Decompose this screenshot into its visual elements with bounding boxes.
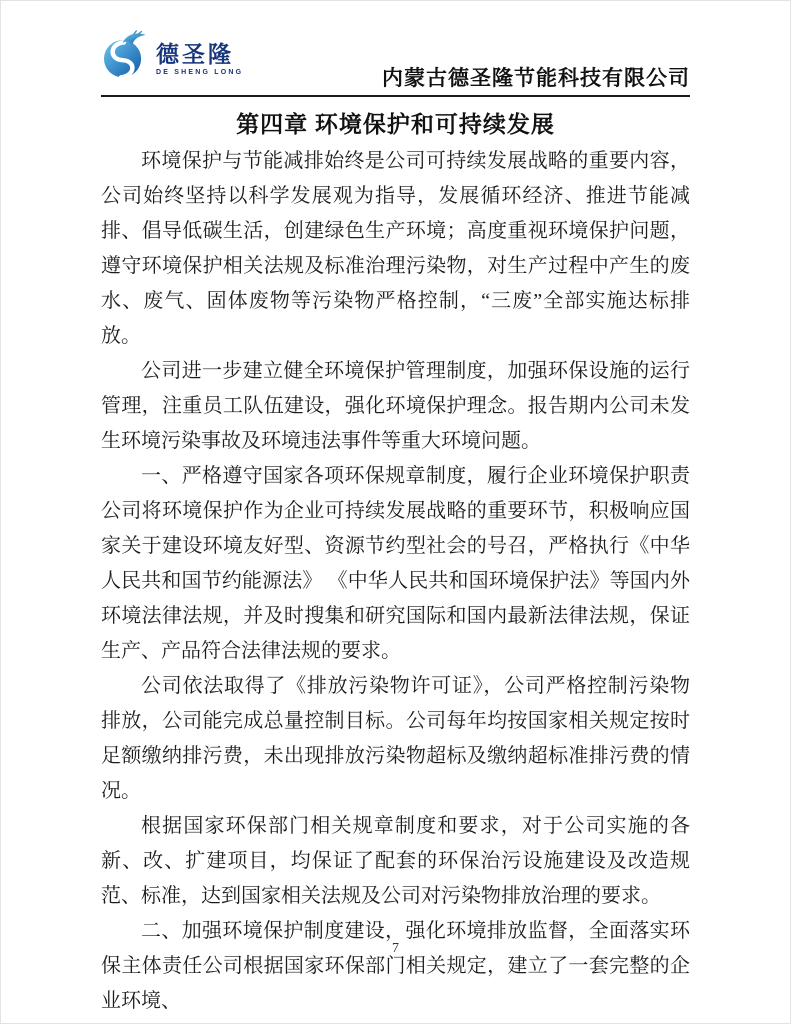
body-paragraph: 一、严格遵守国家各项环保规章制度，履行企业环境保护职责公司将环境保护作为企业可持续发展战略的重要环节，积极响应国家关于建设环境友好型、资源节约型社会的号召，严格执行《中华人民共和国节约能源法》 《中华人民共和国环境保护法》等国内外环境法律法规，并及时搜集和研究国际和国内最新法律法规，保证生产、产品符合法律法规的要求。 xyxy=(101,465,690,662)
logo-text xyxy=(156,40,244,76)
page-header xyxy=(101,27,690,93)
company-logo xyxy=(101,29,243,81)
body-paragraph: 环境保护与节能减排始终是公司可持续发展战略的重要内容，公司始终坚持以科学发展观为指导，发展循环经济、推进节能减排、倡导低碳生活，创建绿色生产环境；高度重视环境保护问题，遵守环境保护相关法规及标准治理污染物，对生产过程中产生的废水、废气、固体废物等污染物严格控制，“三废”全部实施达标排放。 xyxy=(101,150,690,347)
body-paragraph: 根据国家环保部门相关规章制度和要求，对于公司实施的各新、改、扩建项目，均保证了配套的环保治污设施建设及改造规范、标准，达到国家相关法规及公司对污染物排放治理的要求。 xyxy=(101,815,690,907)
chapter-title: 第四章 环境保护和可持续发展 xyxy=(236,112,555,137)
logo-name-en: DE SHENG LONG xyxy=(156,68,244,76)
page-number: 7 xyxy=(392,941,399,956)
body-paragraph: 公司依法取得了《排放污染物许可证》，公司严格控制污染物排放，公司能完成总量控制目标。公司每年均按国家相关规定按时足额缴纳排污费，未出现排放污染物超标及缴纳超标准排污费的情况。 xyxy=(101,675,690,802)
dragon-s-logo-icon xyxy=(101,29,153,81)
company-name: 内蒙古德圣隆节能科技有限公司 xyxy=(382,66,690,90)
body-paragraph: 二、加强环境保护制度建设，强化环境排放监督，全面落实环保主体责任公司根据国家环保部门相关规定，建立了一套完整的企业环境、 xyxy=(101,920,690,1012)
header-rule xyxy=(101,95,690,97)
document-body xyxy=(101,144,690,1019)
logo-name-cn: 德圣隆 xyxy=(156,40,234,67)
body-paragraph: 公司进一步建立健全环境保护管理制度，加强环保设施的运行管理，注重员工队伍建设，强化环境保护理念。报告期内公司未发生环境污染事故及环境违法事件等重大环境问题。 xyxy=(101,360,690,452)
